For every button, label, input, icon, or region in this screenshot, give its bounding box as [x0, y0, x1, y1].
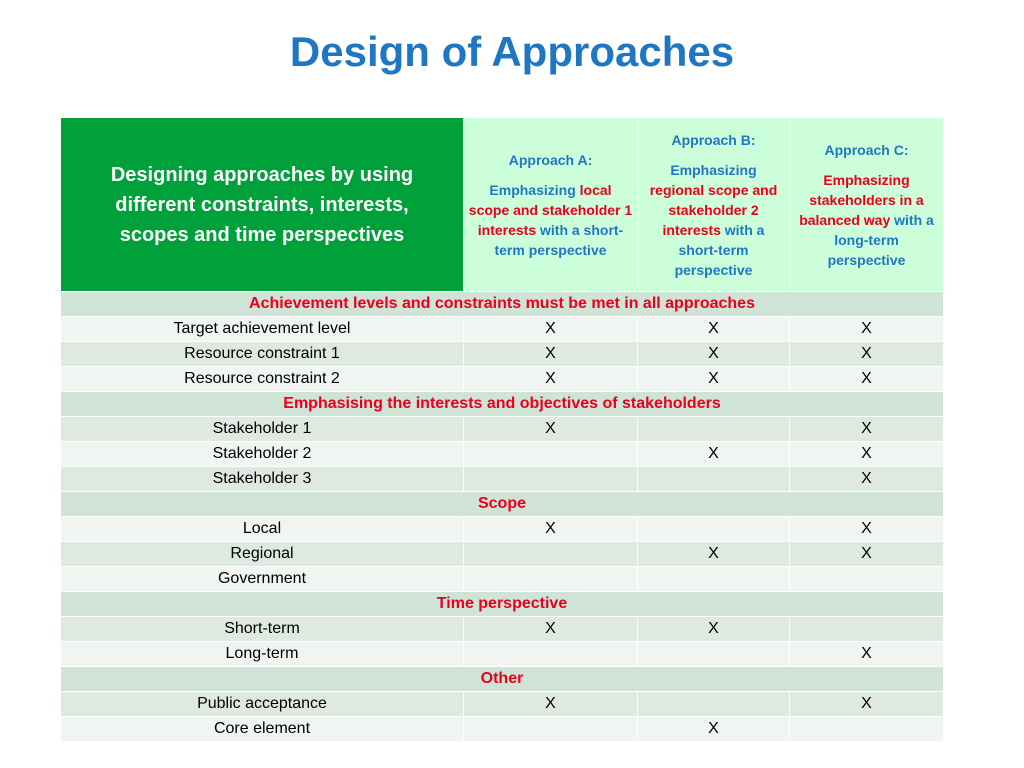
- table-body: [61, 118, 944, 742]
- approach-b-mark: [638, 517, 790, 542]
- slide-title: Design of Approaches: [289, 28, 735, 75]
- approach-c-desc: [799, 172, 934, 268]
- section-label: Scope: [61, 492, 944, 517]
- approach-c-mark: X: [790, 442, 944, 467]
- criterion-label: Stakeholder 1: [61, 417, 464, 442]
- section-header-row: [61, 592, 944, 617]
- section-header-row: [61, 667, 944, 692]
- table-row: [61, 642, 944, 667]
- approach-c-mark: X: [790, 342, 944, 367]
- approach-b-mark: [638, 692, 790, 717]
- section-header-row: [61, 392, 944, 417]
- desc-segment: with a long-term perspective: [827, 211, 934, 268]
- approach-c-mark: X: [790, 417, 944, 442]
- approach-c-mark: X: [790, 467, 944, 492]
- header-description: [61, 118, 464, 292]
- criterion-label: Regional: [61, 542, 464, 567]
- table-row: [61, 717, 944, 742]
- approach-a-mark: [464, 467, 638, 492]
- approach-a-mark: [464, 542, 638, 567]
- desc-segment: Emphasizing: [670, 161, 757, 178]
- approach-b-mark: X: [638, 342, 790, 367]
- table-row: [61, 467, 944, 492]
- criterion-label: Resource constraint 2: [61, 367, 464, 392]
- criterion-label: Long-term: [61, 642, 464, 667]
- approach-b-mark: X: [638, 442, 790, 467]
- approach-c-mark: X: [790, 542, 944, 567]
- approach-a-mark: X: [464, 317, 638, 342]
- criterion-label: Resource constraint 1: [61, 342, 464, 367]
- header-row: [61, 118, 944, 292]
- header-line: Designing approaches by using: [110, 163, 414, 186]
- table-row: [61, 442, 944, 467]
- header-line: scopes and time perspectives: [119, 223, 405, 246]
- section-header-row: [61, 492, 944, 517]
- section-label: Time perspective: [61, 592, 944, 617]
- section-label: Emphasising the interests and objectives of stakeholders: [61, 392, 944, 417]
- criterion-label: Stakeholder 3: [61, 467, 464, 492]
- table-row: [61, 517, 944, 542]
- approach-c-mark: X: [790, 642, 944, 667]
- approach-b-mark: X: [638, 617, 790, 642]
- approach-b-header: [638, 118, 790, 292]
- approach-a-mark: [464, 642, 638, 667]
- approach-b-mark: X: [638, 367, 790, 392]
- approach-a-name: Approach A:: [508, 151, 593, 168]
- section-header-row: [61, 292, 944, 317]
- table-row: [61, 617, 944, 642]
- approach-b-mark: [638, 567, 790, 592]
- approach-a-mark: X: [464, 692, 638, 717]
- desc-segment: local scope and stakeholder 1 interests: [468, 181, 633, 238]
- criterion-label: Public acceptance: [61, 692, 464, 717]
- approach-b-mark: X: [638, 717, 790, 742]
- approach-a-mark: X: [464, 367, 638, 392]
- approach-a-mark: X: [464, 617, 638, 642]
- approach-c-header: [790, 118, 944, 292]
- desc-segment: Emphasizing: [489, 181, 580, 198]
- approach-a-mark: [464, 717, 638, 742]
- approach-c-mark: X: [790, 317, 944, 342]
- section-label: Other: [61, 667, 944, 692]
- approach-c-mark: [790, 717, 944, 742]
- table-row: [61, 367, 944, 392]
- criterion-label: Target achievement level: [61, 317, 464, 342]
- criterion-label: Government: [61, 567, 464, 592]
- approach-c-mark: [790, 617, 944, 642]
- header-line: different constraints, interests,: [115, 193, 409, 216]
- approach-a-desc: [469, 182, 632, 258]
- approach-b-desc: [650, 162, 778, 278]
- approach-b-mark: X: [638, 542, 790, 567]
- criterion-label: Short-term: [61, 617, 464, 642]
- table-row: [61, 417, 944, 442]
- desc-segment: Emphasizing stakeholders in a balanced way: [799, 171, 924, 228]
- approach-a-mark: [464, 442, 638, 467]
- approach-b-name: Approach B:: [671, 131, 756, 148]
- desc-segment: with a short-term perspective: [494, 221, 624, 258]
- approach-c-mark: X: [790, 367, 944, 392]
- approach-a-mark: [464, 567, 638, 592]
- design-table: [60, 117, 944, 742]
- approach-a-mark: X: [464, 342, 638, 367]
- desc-segment: with a short-term perspective: [674, 221, 765, 278]
- table-row: [61, 542, 944, 567]
- approach-c-mark: X: [790, 692, 944, 717]
- table-row: [61, 317, 944, 342]
- criterion-label: Stakeholder 2: [61, 442, 464, 467]
- approach-c-mark: [790, 567, 944, 592]
- section-label: Achievement levels and constraints must be met in all approaches: [61, 292, 944, 317]
- desc-segment: regional scope and stakeholder 2 interests: [649, 181, 778, 238]
- table-row: [61, 692, 944, 717]
- approach-a-mark: X: [464, 517, 638, 542]
- approach-a-header: [464, 118, 638, 292]
- approach-b-mark: X: [638, 317, 790, 342]
- criterion-label: Core element: [61, 717, 464, 742]
- approach-b-mark: [638, 467, 790, 492]
- approach-b-mark: [638, 642, 790, 667]
- approach-c-mark: X: [790, 517, 944, 542]
- table-row: [61, 567, 944, 592]
- approach-b-mark: [638, 417, 790, 442]
- criterion-label: Local: [61, 517, 464, 542]
- approach-a-mark: X: [464, 417, 638, 442]
- approach-c-name: Approach C:: [824, 141, 909, 158]
- table-row: [61, 342, 944, 367]
